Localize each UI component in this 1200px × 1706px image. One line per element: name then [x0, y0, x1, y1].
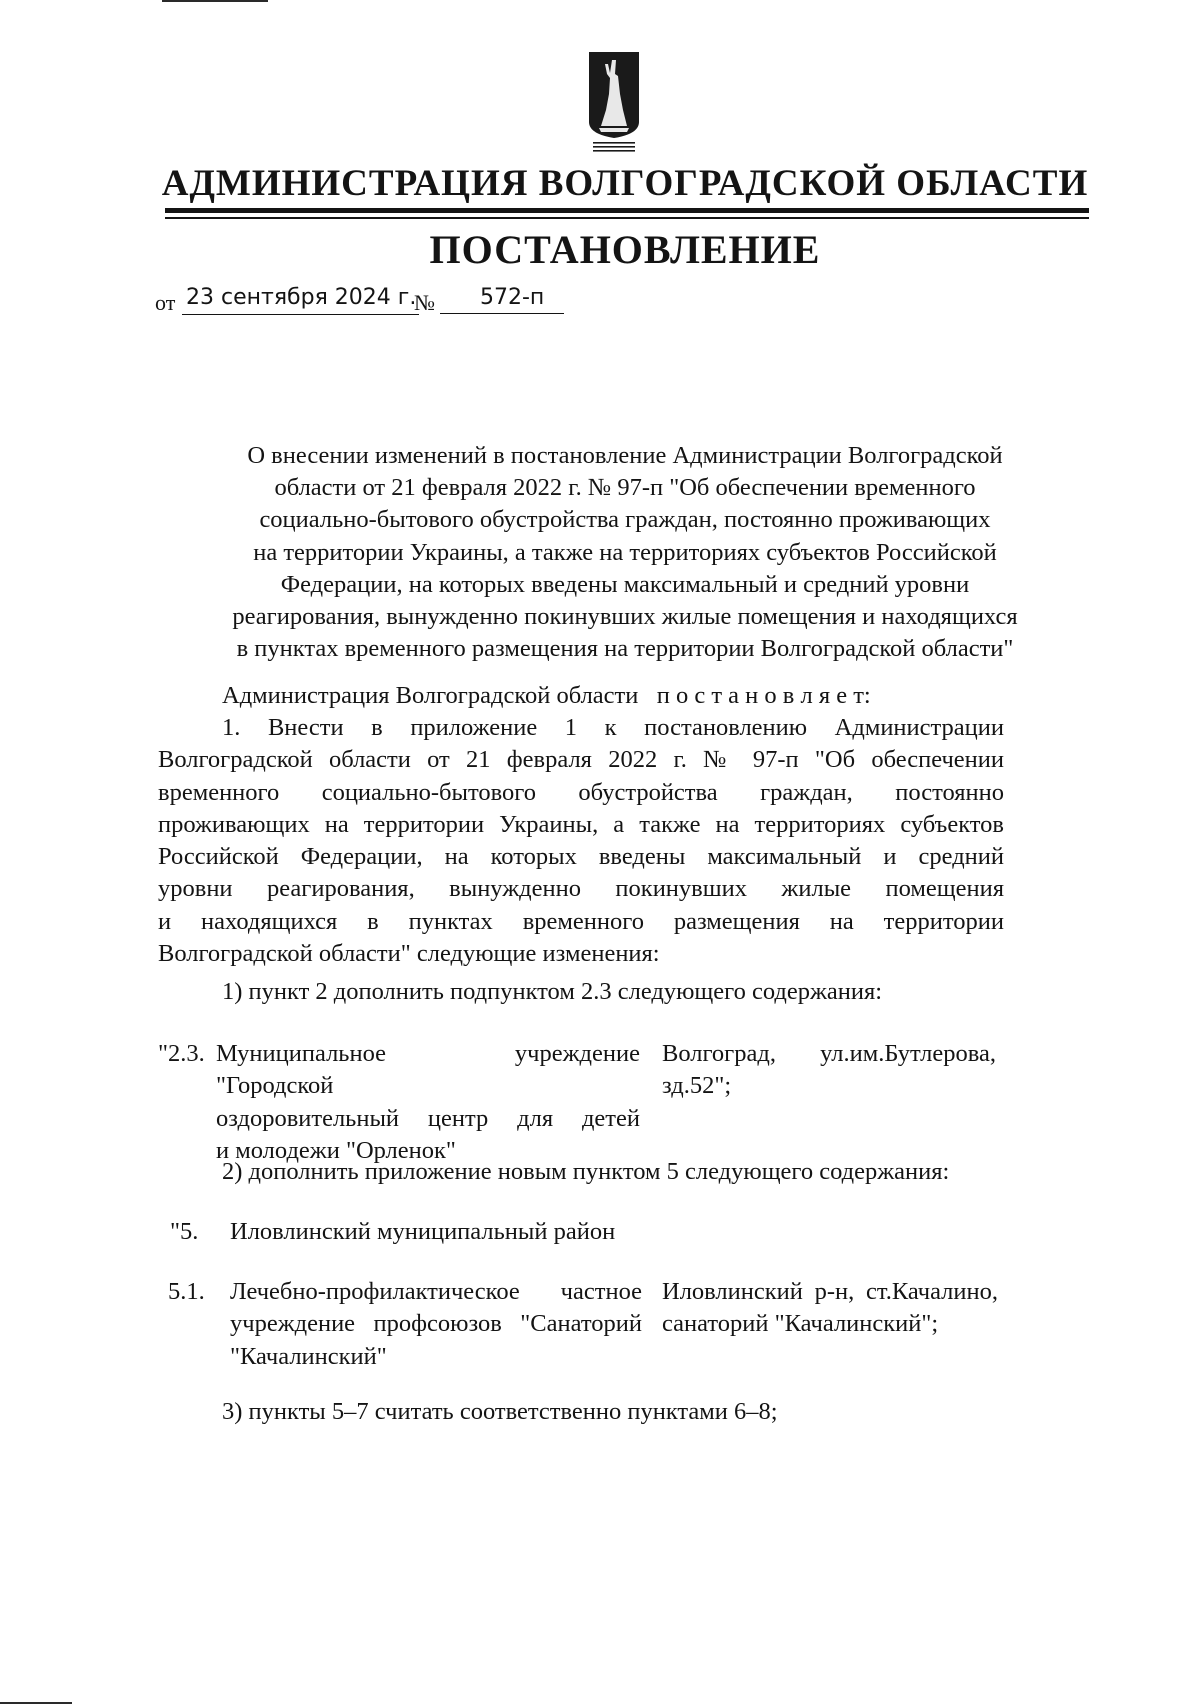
scan-mark-bottom — [0, 1702, 72, 1704]
resolves-intro-text: Администрация Волгоградской области — [222, 682, 639, 709]
row-2-3-name-line: оздоровительный центр для детей — [216, 1104, 640, 1132]
sub-item-1: 1) пункт 2 дополнить подпунктом 2.3 следующего содержания: — [222, 978, 883, 1005]
row-2-3-address-line: Волгоград, ул.им.Бутлерова, — [662, 1040, 996, 1067]
organization-title: АДМИНИСТРАЦИЯ ВОЛГОГРАДСКОЙ ОБЛАСТИ — [161, 163, 1089, 204]
item-1-paragraph — [158, 712, 1004, 970]
row-5-1-name-line: Лечебно-профилактическое частное — [230, 1278, 642, 1305]
subject-line: в пунктах временного размещения на территории Волгоградской области" — [236, 635, 1014, 663]
subject-line: О внесении изменений в постановление Администрации Волгоградской — [247, 442, 1003, 469]
item-1-line: 1. Внести в приложение 1 к постановлению Администрации — [222, 714, 1004, 741]
resolves-word: п о с т а н о в л я е т: — [656, 682, 871, 709]
header-rule-thin — [165, 217, 1089, 219]
document-subject — [160, 440, 1090, 665]
number-prefix: № — [414, 290, 435, 315]
item-1-line: Волгоградской области" следующие изменения: — [158, 940, 660, 968]
row-5-1-name — [230, 1276, 642, 1373]
sub-item-3: 3) пункты 5–7 считать соответственно пунктами 6–8; — [222, 1398, 778, 1425]
row-2-3-number: "2.3. — [158, 1040, 205, 1067]
scan-mark-top — [162, 0, 268, 2]
row-2-3-name-line: и молодежи "Орленок" — [216, 1136, 456, 1164]
row-2-3-address — [662, 1038, 996, 1103]
subject-line: реагирования, вынужденно покинувших жилые помещения и находящихся — [232, 603, 1018, 631]
subject-line: на территории Украины, а также на территориях субъектов Российской — [253, 538, 997, 566]
subject-line: Федерации, на которых введены максимальный и средний уровни — [280, 570, 970, 598]
row-5-1-name-line: "Качалинский" — [230, 1342, 387, 1370]
resolution-intro — [222, 680, 871, 712]
item-1-line: Российской Федерации, на которых введены максимальный и средний — [158, 843, 1004, 871]
item-1-line: временного социально-бытового обустройства граждан, постоянно — [158, 778, 1004, 806]
sub-item-2: 2) дополнить приложение новым пунктом 5 следующего содержания: — [222, 1158, 950, 1185]
row-5-1-address-line: санаторий "Качалинский"; — [662, 1310, 939, 1338]
subject-line: социально-бытового обустройства граждан, постоянно проживающих — [259, 506, 991, 534]
document-number: 572-п — [440, 284, 564, 314]
item-1-line: Волгоградской области от 21 февраля 2022 г. № 97-п "Об обеспечении — [158, 746, 1004, 774]
item-1-line: уровни реагирования, вынужденно покинувших жилые помещения — [158, 875, 1004, 903]
row-5-1-number: 5.1. — [168, 1278, 205, 1305]
item-1-line: проживающих на территории Украины, а также на территориях субъектов — [158, 810, 1004, 838]
subject-line: области от 21 февраля 2022 г. № 97-п "Об обеспечении временного — [274, 474, 976, 502]
row-5-name: Иловлинский муниципальный район — [230, 1218, 616, 1245]
document-type-title: ПОСТАНОВЛЕНИЕ — [429, 227, 821, 272]
document-date: 23 сентября 2024 г. — [182, 284, 419, 315]
row-2-3-name-line: Муниципальное учреждение "Городской — [216, 1040, 640, 1100]
date-prefix: от — [155, 290, 176, 315]
row-2-3-name — [216, 1038, 640, 1167]
item-1-line: и находящихся в пунктах временного размещения на территории — [158, 907, 1004, 935]
row-2-3-address-line: зд.52"; — [662, 1072, 732, 1100]
motherland-calls-emblem-icon — [587, 50, 641, 152]
row-5-1-address-line: Иловлинский р-н, ст.Качалино, — [662, 1278, 998, 1305]
row-5-1-name-line: учреждение профсоюзов "Санаторий — [230, 1310, 642, 1338]
row-5-number: "5. — [170, 1218, 199, 1245]
header-rule-thick — [165, 208, 1089, 213]
row-5-1-address — [662, 1276, 998, 1341]
